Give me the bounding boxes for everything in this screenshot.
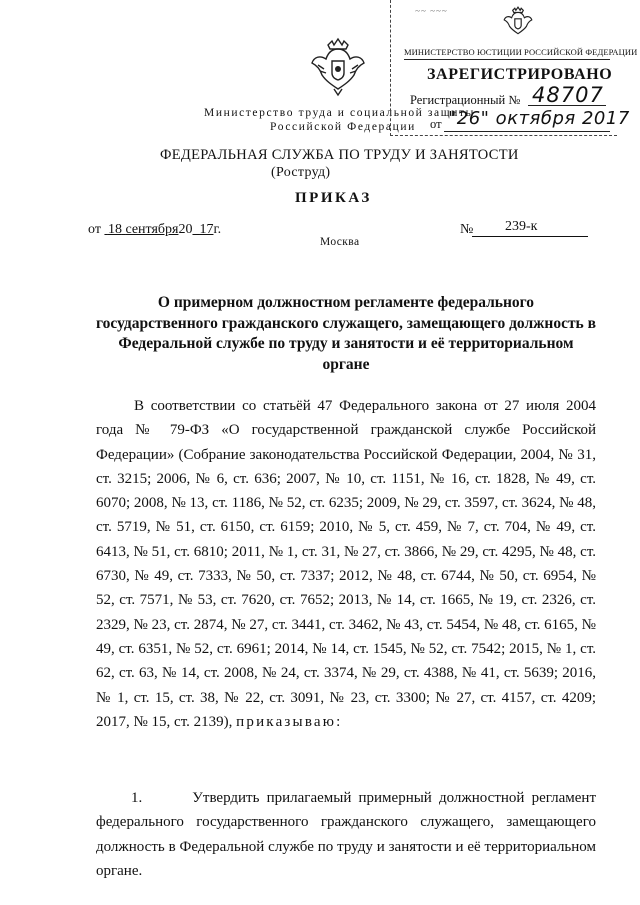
ministry-line-2: Российской Федерации	[270, 121, 416, 133]
service-name: ФЕДЕРАЛЬНАЯ СЛУЖБА ПО ТРУДУ И ЗАНЯТОСТИ	[160, 147, 519, 163]
order-date-day: 18 сентября	[107, 222, 179, 237]
order-date	[88, 222, 221, 238]
stamp-reg-date-underline	[444, 131, 610, 132]
body-paragraph-1-text: В соответствии со статьёй 47 Федерального закона от 27 июля 2004 года № 79-ФЗ «О государственной гражданской службе Российской Федерации» (Собрание законодательства Российской Федерации, 2004, № 31, ст. 3215; 2006, № 6, ст. 636; 2007, № 10, ст. 1151, № 16, ст. 1828, № 49, ст. 6070; 2008, № 13, ст. 1186, № 52, ст. 6235; 2009, № 29, ст. 3597, ст. 3624, № 48, ст. 5719, № 51, ст. 6150, ст. 6159; 2010, № 5, ст. 459, № 7, ст. 704, № 49, ст. 6413, № 51, ст. 6810; 2011, № 1, ст. 31, № 27, ст. 3866, № 29, ст. 4295, № 48, ст. 6730, № 49, ст. 7333, № 50, ст. 7337; 2012, № 48, ст. 6744, № 50, ст. 6954, № 52, ст. 7571, № 53, ст. 7620, ст. 7652; 2013, № 14, ст. 1665, № 19, ст. 2326, ст. 2329, № 23, ст. 2874, № 27, ст. 3441, ст. 3462, № 43, ст. 5454, № 48, ст. 6165, № 49, ст. 6351, № 52, ст. 6961; 2014, № 14, ст. 1545, № 52, ст. 7542; 2015, № 1, ст. 62, ст. 63, № 14, ст. 2008, № 24, ст. 3374, № 29, ст. 4388, № 41, ст. 5639; 2016, № 1, ст. 15, ст. 38, № 22, ст. 3091, № 23, ст. 3300; № 27, ст. 4157, ст. 4209; 2017, № 15, ст. 2139),	[96, 398, 596, 730]
item-1-text: Утвердить прилагаемый примерный должностной регламент федерального государственного гражданского служащего, замещающего должность в Федеральной службе по труду и занятости и её территориальном органе.	[96, 790, 597, 879]
order-word: приказываю:	[236, 713, 343, 730]
body-paragraph-1	[96, 394, 596, 734]
stamp-reg-date-label: от	[430, 117, 442, 131]
order-number-value: 239-к	[505, 219, 538, 234]
order-number-label: №	[460, 222, 474, 237]
stamp-divider	[404, 59, 610, 60]
document-type-title: ПРИКАЗ	[295, 190, 372, 206]
order-subject: О примерном должностном регламенте федерального государственного гражданского служащего, замещающего должность в Федеральной службе по труду и занятости и её территориальном органе	[96, 294, 597, 373]
order-date-century: 20	[178, 222, 193, 237]
order-date-suffix: г.	[213, 222, 222, 237]
ministry-line-1: Министерство труда и социальной защиты	[204, 107, 475, 119]
order-number-underline	[472, 236, 588, 237]
stamp-reg-number-value: 48707	[532, 83, 604, 107]
order-date-prefix: от	[88, 222, 101, 237]
stamp-registered-title: ЗАРЕГИСТРИРОВАНО	[427, 66, 613, 83]
coat-of-arms-emblem	[306, 35, 370, 99]
stamp-reg-number-underline	[528, 105, 606, 106]
stamp-reg-date-value: "26" октября 2017	[448, 108, 630, 129]
body-item-1	[96, 786, 596, 883]
service-abbreviation: (Роструд)	[271, 165, 331, 180]
item-1-number: 1.	[131, 790, 143, 806]
stamp-emblem-icon	[501, 5, 535, 39]
stamp-ministry-name: МИНИСТЕРСТВО ЮСТИЦИИ РОССИЙСКОЙ ФЕДЕРАЦИИ	[404, 47, 638, 57]
order-date-month: сентября	[125, 222, 179, 237]
stamp-handwritten-note: ~~ ~~~	[415, 6, 448, 16]
order-date-year: 17	[199, 222, 214, 237]
order-city: Москва	[320, 236, 360, 248]
stamp-reg-number-label: Регистрационный №	[410, 93, 521, 107]
